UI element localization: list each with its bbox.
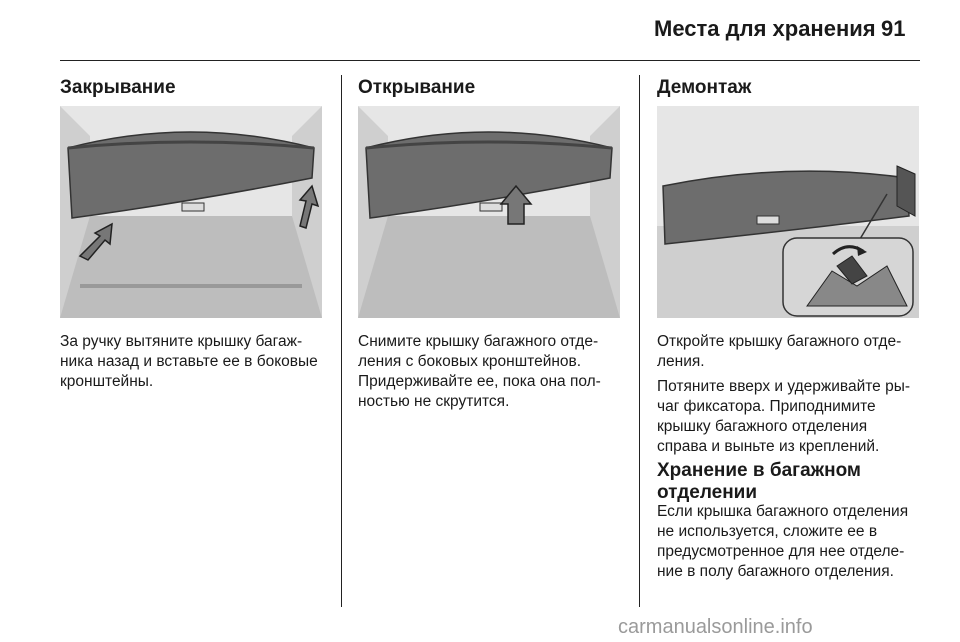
cargo-cover-opening-illustration xyxy=(358,106,620,318)
instruction-storage: Если крышка багажного отделения не используется, сложите ее в предусмотренное для нее отделе- ние в полу багажного отделения. xyxy=(657,503,909,580)
instruction-opening: Снимите крышку багажного отде- ления с боковых кронштейнов. Придерживайте ее, пока она пол- ностью не скрутится. xyxy=(358,333,601,410)
section-heading-closing: Закрывание xyxy=(60,77,176,98)
section-heading-removal: Демонтаж xyxy=(657,77,752,98)
section-heading-opening: Открывание xyxy=(358,77,476,98)
column-divider xyxy=(341,75,342,607)
page-number: 91 xyxy=(881,16,906,41)
subheading-storage: Хранение в багажном отделении xyxy=(657,460,861,503)
instruction-removal-open: Откройте крышку багажного отде- ления. xyxy=(657,333,902,370)
instruction-removal-lever: Потяните вверх и удерживайте ры- чаг фиксатора. Приподнимите крышку багажного отделения справа и выньте из креплений. xyxy=(657,378,911,455)
watermark: carmanualsonline.info xyxy=(618,616,813,638)
cargo-cover-closing-illustration xyxy=(60,106,322,318)
column-divider xyxy=(639,75,640,607)
instruction-closing: За ручку вытяните крышку багаж- ника назад и вставьте ее в боковые кронштейны. xyxy=(60,333,318,390)
header-rule xyxy=(60,60,920,61)
cargo-cover-removal-illustration xyxy=(657,106,919,318)
page-title: Места для хранения xyxy=(654,16,876,41)
